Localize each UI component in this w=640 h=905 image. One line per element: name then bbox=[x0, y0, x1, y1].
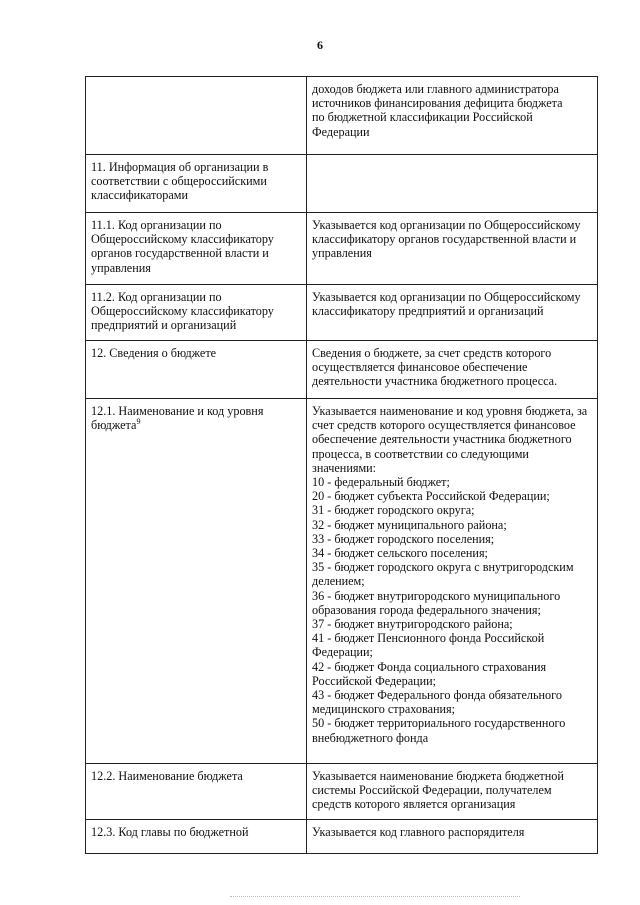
table-cell-right: Указывается код главного распорядителя bbox=[307, 820, 598, 854]
list-item: 20 - бюджет субъекта Российской Федерации; bbox=[312, 489, 550, 504]
list-item: 43 - бюджет Федерального фонда обязательного медицинского страхования; bbox=[312, 688, 562, 717]
list-item: 42 - бюджет Фонда социального страхования Российской Федерации; bbox=[312, 659, 547, 688]
table-cell-left: 12. Сведения о бюджете bbox=[86, 341, 307, 399]
table-cell-right: Указывается код организации по Общероссийскому классификатору предприятий и организаций bbox=[307, 285, 598, 341]
table-row bbox=[86, 820, 598, 854]
scan-edge-line bbox=[230, 896, 520, 897]
document-table bbox=[85, 76, 598, 854]
list-item: 31 - бюджет городского округа; bbox=[312, 503, 475, 518]
footnote-mark: 9 bbox=[136, 417, 141, 427]
table-cell-left: 11.1. Код организации по Общероссийскому классификатору органов государственной власти и управления bbox=[86, 213, 307, 285]
table-cell-left: 11. Информация об организации в соответствии с общероссийскими классификаторами bbox=[86, 155, 307, 213]
table-row bbox=[86, 341, 598, 399]
table-cell-right: Указывается код организации по Общероссийскому классификатору органов государственной власти и управления bbox=[307, 213, 598, 285]
table-cell-left: 12.2. Наименование бюджета bbox=[86, 764, 307, 820]
list-item: 34 - бюджет сельского поселения; bbox=[312, 546, 488, 561]
list-item: 10 - федеральный бюджет; bbox=[312, 475, 450, 490]
table-row bbox=[86, 77, 598, 155]
list-item: 36 - бюджет внутригородского муниципального образования города федерального значения; bbox=[312, 588, 561, 617]
table-cell-left: 11.2. Код организации по Общероссийскому классификатору предприятий и организаций bbox=[86, 285, 307, 341]
table-cell-left bbox=[86, 399, 307, 764]
list-item: 32 - бюджет муниципального района; bbox=[312, 517, 507, 532]
cell-text-line: по бюджетной классификации Российской bbox=[312, 110, 533, 125]
cell-intro-text: Указывается наименование и код уровня бюджета, за счет средств которого осуществляется финансовое обеспечение деятельности участника бюджетного процесса, в соответствии со следующими значениями: bbox=[312, 404, 588, 475]
table-row bbox=[86, 399, 598, 764]
cell-text-line: доходов бюджета или главного администратора bbox=[312, 82, 559, 96]
list-item: 50 - бюджет территориального государственного внебюджетного фонда bbox=[312, 716, 566, 745]
page-number: 6 bbox=[317, 38, 323, 52]
cell-label: 12.1. Наименование и код уровня бюджета bbox=[91, 404, 264, 433]
table-cell-right bbox=[307, 399, 598, 764]
cell-text-line: Федерации bbox=[312, 124, 370, 139]
table-row bbox=[86, 764, 598, 820]
list-item: 37 - бюджет внутригородского района; bbox=[312, 617, 513, 632]
table-row bbox=[86, 155, 598, 213]
table-cell-right: Указывается наименование бюджета бюджетной системы Российской Федерации, получателем средств которого является организация bbox=[307, 764, 598, 820]
table-cell-left bbox=[86, 77, 307, 155]
table-cell-right: Сведения о бюджете, за счет средств которого осуществляется финансовое обеспечение деятельности участника бюджетного процесса. bbox=[307, 341, 598, 399]
table-cell-left: 12.3. Код главы по бюджетной bbox=[86, 820, 307, 854]
table-cell-right bbox=[307, 77, 598, 155]
list-item: 41 - бюджет Пенсионного фонда Российской Федерации; bbox=[312, 631, 545, 660]
list-item: 33 - бюджет городского поселения; bbox=[312, 531, 495, 546]
list-item: 35 - бюджет городского округа с внутригородским делением; bbox=[312, 560, 574, 589]
table-row bbox=[86, 285, 598, 341]
table-row bbox=[86, 213, 598, 285]
table-cell-right bbox=[307, 155, 598, 213]
cell-text-line: источников финансирования дефицита бюджета bbox=[312, 96, 563, 111]
